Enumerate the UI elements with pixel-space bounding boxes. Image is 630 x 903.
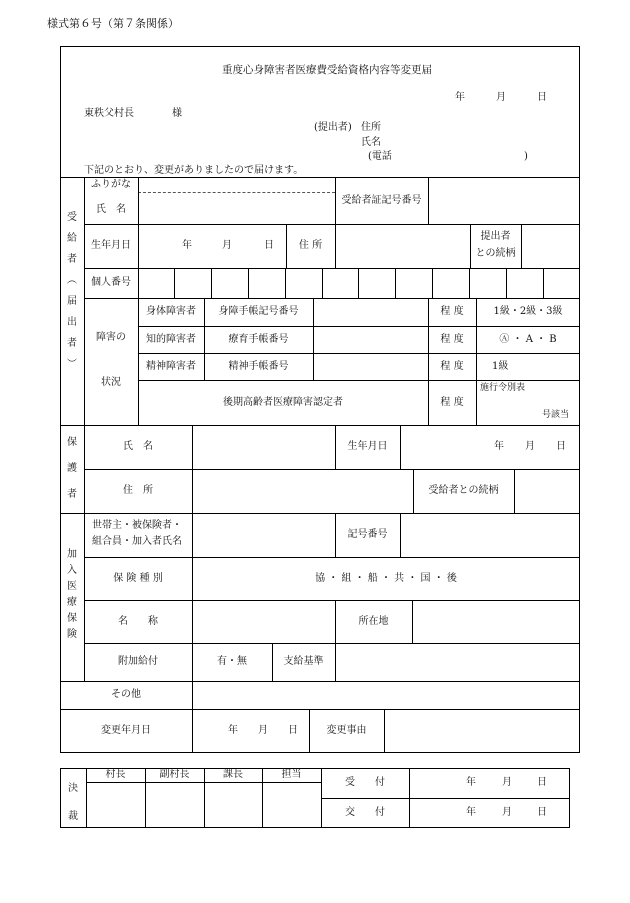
other-label: その他 [111,689,141,700]
date-year: 年 [455,92,465,103]
disability-type-physical: 身体障害者 [146,306,196,317]
change-day: 日 [288,725,298,736]
rehab-handbook-field[interactable] [314,327,427,353]
received-year: 年 [466,777,476,788]
relation-field[interactable] [522,225,579,268]
issued-day: 日 [537,807,547,818]
cert-number-label: 受給者証記号番号 [341,194,422,206]
received-label: 受 付 [345,777,385,788]
physical-handbook-field[interactable] [314,299,427,326]
disability-label-2: 状況 [101,377,121,388]
submitter-address-label: 住所 [361,122,381,133]
change-reason-label: 変更事由 [326,725,367,736]
intellectual-degree-options[interactable]: Ⓐ ・ A ・ B [499,333,557,345]
elderly-certified-label: 後期高齢者医療障害認定者 [223,396,343,408]
mental-handbook-label: 精神手帳番号 [228,360,289,372]
issued-month: 月 [502,807,512,818]
insurer-name-field[interactable] [193,601,334,643]
form-title: 重度心身障害者医療費受給資格内容等変更届 [222,64,432,76]
role-deputy-head: 副村長 [159,769,190,780]
symbol-number-field[interactable] [401,514,579,557]
recipient-address-field[interactable] [336,225,469,268]
physical-degree-options[interactable]: 1級・2級・3級 [493,306,563,317]
change-reason-field[interactable] [385,710,579,753]
guardian-address-field[interactable] [193,470,412,513]
guardian-birth-label: 生年月日 [347,441,388,452]
disability-label-1: 障害の [96,332,126,343]
issued-label: 交 付 [345,807,385,818]
submitter-name-label: 氏名 [361,137,381,148]
stamp-village-head[interactable] [87,783,144,827]
approval-side-label: 決 裁 [68,783,78,822]
recipient-name-label: 氏 名 [96,203,126,215]
other-field[interactable] [193,682,579,709]
extra-benefit-label: 附加給付 [118,656,158,667]
elderly-item-label: 号該当 [542,410,570,420]
relation-label-2: との続柄 [475,248,516,259]
disability-type-intellectual: 知的障害者 [146,333,196,345]
role-staff: 担当 [281,769,302,780]
received-day: 日 [537,777,547,788]
guardian-birth-year: 年 [494,441,504,452]
date-day: 日 [537,92,547,103]
change-date-label: 変更年月日 [101,725,151,736]
role-section-chief: 課長 [223,769,243,780]
mental-handbook-field[interactable] [314,354,427,380]
extra-benefit-options[interactable]: 有・無 [217,656,247,667]
furigana-label: ふりがな [91,178,131,190]
insurance-side-label: 加 入 医 療 保 険 [67,549,77,640]
addressee-honorific: 様 [172,108,182,119]
insurer-location-label: 所在地 [358,615,389,627]
recipient-birth-label: 生年月日 [91,240,131,251]
guardian-relation-field[interactable] [515,470,579,513]
personal-number-label: 個人番号 [91,277,131,288]
role-village-head: 村長 [105,769,126,780]
furigana-field[interactable] [139,178,334,192]
payment-standard-label: 支給基準 [283,656,324,667]
insurer-location-field[interactable] [413,601,579,643]
physical-degree-label: 程 度 [440,306,464,317]
guardian-birth-month: 月 [525,441,535,452]
guardian-relation-label: 受給者との続柄 [428,485,499,496]
payment-standard-field[interactable] [336,644,579,681]
elderly-ordinance-label: 施行令別表 [480,383,526,393]
cert-number-field[interactable] [429,178,579,224]
birth-day-unit: 日 [264,240,274,251]
holder-name-field[interactable] [193,514,334,557]
submitter-label: (提出者) [314,122,352,133]
symbol-number-label: 記号番号 [347,529,388,540]
date-month: 月 [496,92,506,103]
recipient-side-label: 受 給 者 ︵ 届 出 者 ︶ [67,212,77,370]
stamp-section-chief[interactable] [205,783,261,827]
guardian-name-label: 氏 名 [123,441,153,452]
recipient-name-field[interactable] [139,193,334,224]
submitter-phone-open: (電話 [368,151,392,162]
insurance-kind-label: 保 険 種 別 [113,572,163,584]
holder-label-2: 組合員・加入者氏名 [92,536,182,547]
physical-handbook-label: 身障手帳記号番号 [218,306,299,317]
intro-text: 下記のとおり、変更がありましたので届けます。 [84,165,304,176]
elderly-degree-label: 程 度 [440,396,464,408]
disability-type-mental: 精神障害者 [146,360,196,372]
birth-year-unit: 年 [182,240,192,251]
recipient-address-label: 住 所 [298,240,323,251]
form-number: 様式第６号（第７条関係） [47,17,179,30]
insurance-kind-options[interactable]: 協 ・ 組 ・ 船 ・ 共 ・ 国 ・ 後 [315,572,457,584]
guardian-side-label: 保 護 者 [67,437,77,500]
change-year: 年 [228,725,238,736]
addressee-name: 東秩父村長 [84,108,134,119]
rehab-handbook-label: 療育手帳番号 [228,333,289,345]
relation-label-1: 提出者 [480,231,511,242]
guardian-name-field[interactable] [193,426,334,469]
issued-year: 年 [466,807,476,818]
birth-month-unit: 月 [222,240,232,251]
received-month: 月 [502,777,512,788]
mental-degree-value[interactable]: 1級 [492,361,509,372]
change-month: 月 [258,725,268,736]
insurer-name-label: 名 称 [118,615,158,627]
guardian-birth-day: 日 [556,441,566,452]
holder-label-1: 世帯主・被保険者・ [92,520,182,531]
guardian-address-label: 住 所 [123,485,153,496]
intellectual-degree-label: 程 度 [440,333,464,345]
mental-degree-label: 程 度 [440,360,464,372]
stamp-staff[interactable] [263,783,320,827]
stamp-deputy-head[interactable] [146,783,203,827]
submitter-phone-close: ) [524,151,528,162]
personal-number-field[interactable] [139,269,579,298]
